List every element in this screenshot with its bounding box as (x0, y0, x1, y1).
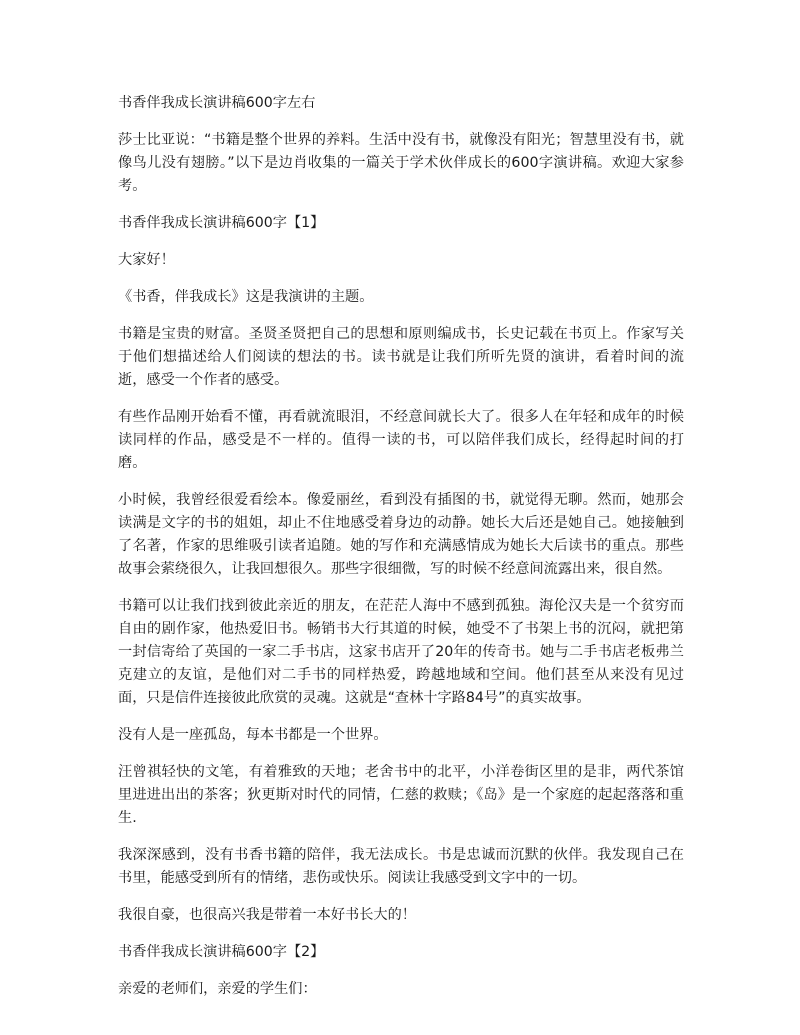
greeting-2: 亲爱的老师们，亲爱的学生们： (118, 981, 317, 997)
theme-line: 《书香，伴我成长》这是我演讲的主题。 (118, 289, 374, 305)
paragraph-7: 我深深感到，没有书香书籍的陪伴，我无法成长。书是忠诚而沉默的伙伴。我发现自己在书里，能感受到所有的情绪，悲伤或快乐。阅读让我感受到文字中的一切。 (118, 847, 684, 886)
intro-paragraph: 莎士比亚说：“书籍是整个世界的养料。生活中没有书，就像没有阳光；智慧里没有书，就像鸟儿没有翅膀。”以下是边肖收集的一篇关于学术伙伴成长的600字演讲稿。欢迎大家参考。 (118, 132, 684, 194)
document-body (118, 92, 684, 1015)
paragraph-8: 我很自豪，也很高兴我是带着一本好书长大的！ (118, 907, 416, 923)
section-heading-2: 书香伴我成长演讲稿600字【2】 (118, 944, 325, 960)
paragraph-6: 汪曾祺轻快的文笔，有着雅致的天地；老舍书中的北平，小洋卷街区里的是非，两代茶馆里进进出出的茶客；狄更斯对时代的同情，仁慈的救赎；《岛》是一个家庭的起起落落和重生. (118, 764, 684, 826)
paragraph-1: 书籍是宝贵的财富。圣贤圣贤把自己的思想和原则编成书，长史记载在书页上。作家写关于他们想描述给人们阅读的想法的书。读书就是让我们所听先贤的演讲，看着时间的流逝，感受一个作者的感受。 (118, 326, 684, 388)
document-title: 书香伴我成长演讲稿600字左右 (118, 95, 316, 111)
paragraph-2: 有些作品刚开始看不懂，再看就流眼泪，不经意间就长大了。很多人在年轻和成年的时候读同样的作品，感受是不一样的。值得一读的书，可以陪伴我们成长，经得起时间的打磨。 (118, 409, 684, 471)
greeting-1: 大家好！ (118, 252, 175, 268)
paragraph-4: 书籍可以让我们找到彼此亲近的朋友，在茫茫人海中不感到孤独。海伦汉夫是一个贫穷而自由的剧作家，他热爱旧书。畅销书大行其道的时候，她受不了书架上书的沉闷，就把第一封信寄给了英国的一家二手书店，这家书店开了20年的传奇书。她与二手书店老板弗兰克建立的友谊，是他们对二手书的同样热爱，跨越地域和空间。他们甚至从来没有见过面，只是信件连接彼此欣赏的灵魂。这就是“查林十字路84号”的真实故事。 (118, 598, 684, 706)
paragraph-5: 没有人是一座孤岛，每本书都是一个世界。 (118, 727, 388, 743)
section-heading-1: 书香伴我成长演讲稿600字【1】 (118, 215, 325, 231)
paragraph-3: 小时候，我曾经很爱看绘本。像爱丽丝，看到没有插图的书，就觉得无聊。然而，她那会读满是文字的书的姐姐，却止不住地感受着身边的动静。她长大后还是她自己。她接触到了名著，作家的思维吸引读者追随。她的写作和充满感情成为她长大后读书的重点。那些故事会萦绕很久，让我回想很久。那些字很细微，写的时候不经意间流露出来，很自然。 (118, 492, 684, 577)
